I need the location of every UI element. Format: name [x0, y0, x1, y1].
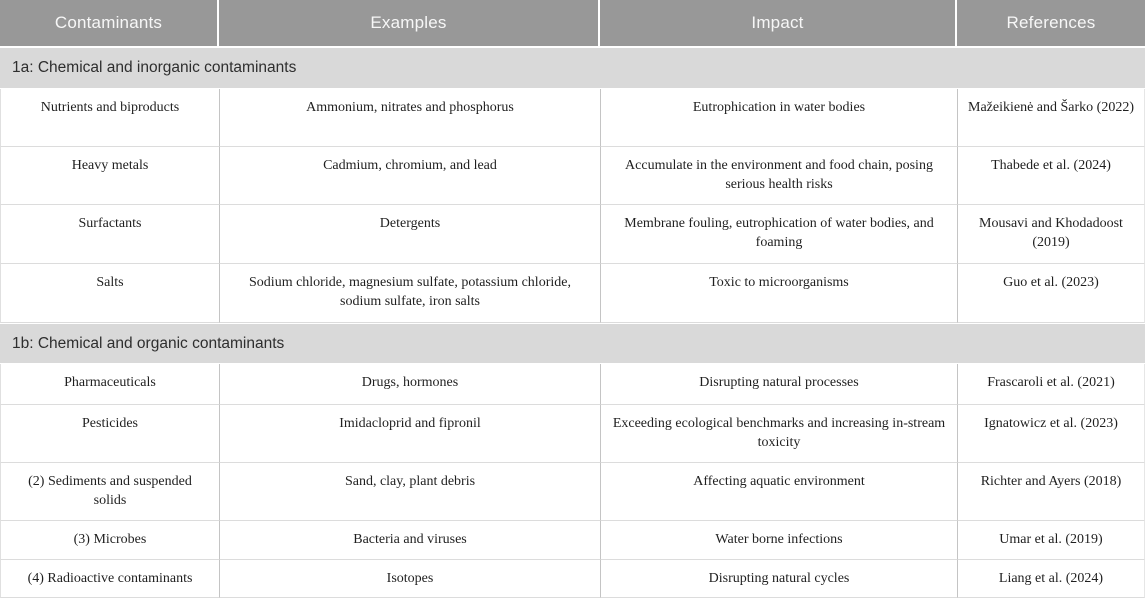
cell-impact: Eutrophication in water bodies [600, 89, 957, 147]
cell-example: Sodium chloride, magnesium sulfate, potassium chloride, sodium sulfate, iron salts [219, 264, 600, 323]
table-row [0, 463, 1145, 521]
cell-impact: Toxic to microorganisms [600, 264, 957, 323]
column-header-examples: Examples [219, 0, 600, 46]
cell-contaminant: (4) Radioactive contaminants [0, 560, 219, 598]
cell-contaminant: Heavy metals [0, 147, 219, 205]
cell-example: Isotopes [219, 560, 600, 598]
cell-example: Ammonium, nitrates and phosphorus [219, 89, 600, 147]
cell-reference: Mažeikienė and Šarko (2022) [957, 89, 1145, 147]
cell-contaminant: Surfactants [0, 205, 219, 264]
cell-impact: Exceeding ecological benchmarks and increasing in-stream toxicity [600, 405, 957, 463]
cell-impact: Disrupting natural processes [600, 364, 957, 405]
cell-reference: Umar et al. (2019) [957, 521, 1145, 560]
cell-contaminant: Nutrients and biproducts [0, 89, 219, 147]
cell-reference: Mousavi and Khodadoost (2019) [957, 205, 1145, 264]
cell-contaminant: (3) Microbes [0, 521, 219, 560]
cell-reference: Ignatowicz et al. (2023) [957, 405, 1145, 463]
table-row [0, 89, 1145, 147]
section-header-1a: 1a: Chemical and inorganic contaminants [0, 48, 1145, 88]
cell-impact: Disrupting natural cycles [600, 560, 957, 598]
cell-example: Cadmium, chromium, and lead [219, 147, 600, 205]
cell-impact: Membrane fouling, eutrophication of water bodies, and foaming [600, 205, 957, 264]
section-header-1b: 1b: Chemical and organic contaminants [0, 324, 1145, 363]
cell-example: Detergents [219, 205, 600, 264]
cell-reference: Frascaroli et al. (2021) [957, 364, 1145, 405]
cell-example: Bacteria and viruses [219, 521, 600, 560]
table-row [0, 364, 1145, 405]
table-row [0, 405, 1145, 463]
cell-reference: Richter and Ayers (2018) [957, 463, 1145, 521]
table-row [0, 560, 1145, 598]
cell-contaminant: (2) Sediments and suspended solids [0, 463, 219, 521]
cell-impact: Water borne infections [600, 521, 957, 560]
column-header-impact: Impact [600, 0, 957, 46]
cell-contaminant: Salts [0, 264, 219, 323]
cell-reference: Thabede et al. (2024) [957, 147, 1145, 205]
column-header-references: References [957, 0, 1145, 46]
cell-impact: Affecting aquatic environment [600, 463, 957, 521]
table-header-row [0, 0, 1145, 46]
table-row [0, 264, 1145, 323]
cell-example: Sand, clay, plant debris [219, 463, 600, 521]
table-row [0, 521, 1145, 560]
cell-contaminant: Pesticides [0, 405, 219, 463]
table-row [0, 205, 1145, 264]
cell-contaminant: Pharmaceuticals [0, 364, 219, 405]
cell-reference: Guo et al. (2023) [957, 264, 1145, 323]
cell-impact: Accumulate in the environment and food chain, posing serious health risks [600, 147, 957, 205]
table-row [0, 147, 1145, 205]
cell-reference: Liang et al. (2024) [957, 560, 1145, 598]
cell-example: Drugs, hormones [219, 364, 600, 405]
column-header-contaminants: Contaminants [0, 0, 219, 46]
cell-example: Imidacloprid and fipronil [219, 405, 600, 463]
